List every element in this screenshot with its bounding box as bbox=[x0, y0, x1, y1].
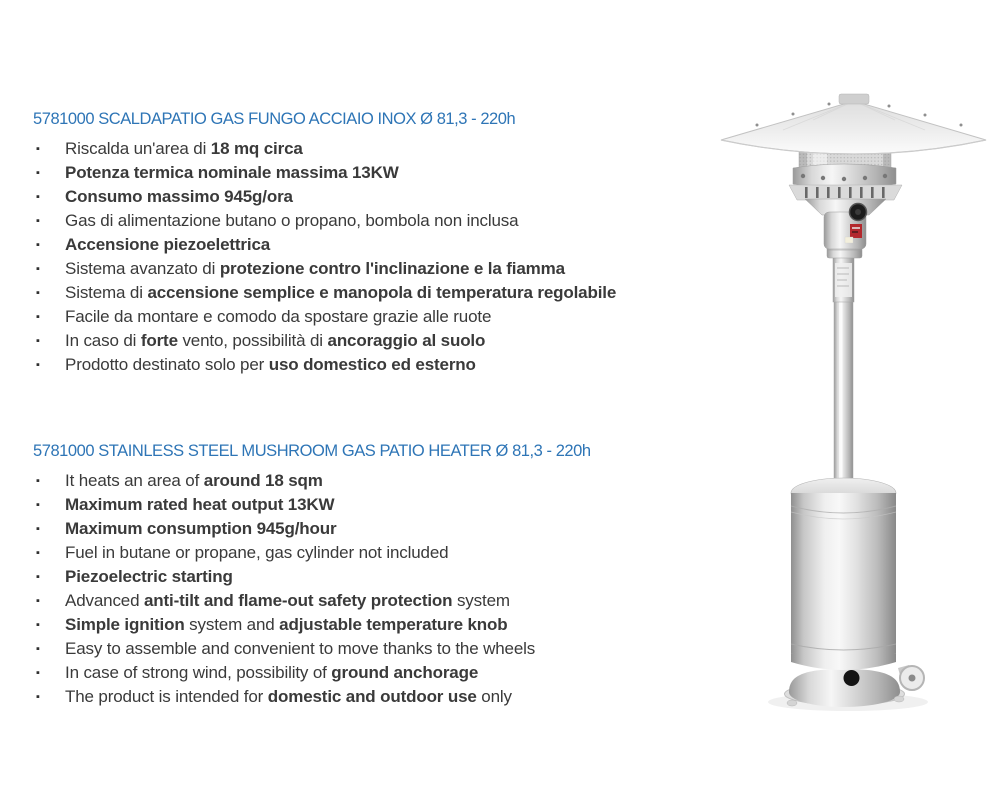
gas-tank-housing bbox=[791, 478, 896, 686]
list-item bbox=[33, 209, 695, 233]
list-item bbox=[33, 637, 695, 661]
bullet-icon: ▪ bbox=[36, 287, 40, 299]
list-item bbox=[33, 469, 695, 493]
text-segment: around 18 sqm bbox=[203, 471, 323, 490]
list-item bbox=[33, 589, 695, 613]
bullet-icon: ▪ bbox=[36, 523, 40, 535]
bullet-icon: ▪ bbox=[36, 547, 40, 559]
list-item bbox=[33, 305, 695, 329]
text-segment: protezione contro l'inclinazione e la fiamma bbox=[219, 259, 565, 278]
text-segment: Maximum rated heat output 13KW bbox=[65, 495, 335, 514]
list-item bbox=[33, 493, 695, 517]
list-item bbox=[33, 353, 695, 377]
text-segment: The product is intended for bbox=[65, 687, 268, 706]
text-segment: Advanced bbox=[65, 591, 144, 610]
text-segment: only bbox=[476, 687, 512, 706]
tank-vent-hole bbox=[844, 670, 860, 686]
bullet-icon: ▪ bbox=[36, 595, 40, 607]
text-segment: ground anchorage bbox=[331, 663, 479, 682]
bullet-icon: ▪ bbox=[36, 499, 40, 511]
reflector-cap bbox=[839, 94, 869, 104]
bullet-icon: ▪ bbox=[36, 143, 40, 155]
list-item bbox=[33, 565, 695, 589]
bullet-icon: ▪ bbox=[36, 475, 40, 487]
heading-english: 5781000 STAINLESS STEEL MUSHROOM GAS PATIO HEATER Ø 81,3 - 220h bbox=[33, 442, 591, 460]
list-item bbox=[33, 685, 695, 709]
list-item bbox=[33, 541, 695, 565]
foot-tab bbox=[894, 696, 904, 702]
patio-heater-illustration bbox=[693, 88, 993, 738]
text-segment: Facile da montare e comodo da spostare grazie alle ruote bbox=[65, 307, 492, 326]
list-item bbox=[33, 661, 695, 685]
text-segment: Consumo massimo 945g/ora bbox=[65, 187, 293, 206]
text-segment: 18 mq circa bbox=[210, 139, 303, 158]
list-item bbox=[33, 257, 695, 281]
text-segment: Potenza termica nominale massima 13KW bbox=[65, 163, 399, 182]
list-item bbox=[33, 613, 695, 637]
reflector bbox=[721, 94, 986, 154]
heading-italian: 5781000 SCALDAPATIO GAS FUNGO ACCIAIO INOX Ø 81,3 - 220h bbox=[33, 110, 516, 128]
list-item bbox=[33, 137, 695, 161]
bullet-icon: ▪ bbox=[36, 643, 40, 655]
text-segment: Riscalda un'area di bbox=[65, 139, 211, 158]
list-item bbox=[33, 233, 695, 257]
text-segment: Piezoelectric starting bbox=[65, 567, 233, 586]
list-item bbox=[33, 185, 695, 209]
bullet-list-english bbox=[33, 469, 695, 709]
text-segment: Gas di alimentazione butano o propano, bombola non inclusa bbox=[65, 211, 519, 230]
text-segment: anti-tilt and flame-out safety protection bbox=[144, 591, 453, 610]
text-segment: uso domestico ed esterno bbox=[268, 355, 476, 374]
pole bbox=[827, 242, 862, 488]
text-segment: domestic and outdoor use bbox=[267, 687, 477, 706]
list-item bbox=[33, 517, 695, 541]
text-segment: Prodotto destinato solo per bbox=[65, 355, 269, 374]
bullet-icon: ▪ bbox=[36, 263, 40, 275]
text-segment: adjustable temperature knob bbox=[279, 615, 508, 634]
section-english bbox=[33, 440, 695, 709]
bullet-icon: ▪ bbox=[36, 359, 40, 371]
list-item bbox=[33, 281, 695, 305]
text-segment: Fuel in butane or propane, gas cylinder not included bbox=[65, 543, 449, 562]
bullet-icon: ▪ bbox=[36, 667, 40, 679]
bullet-icon: ▪ bbox=[36, 619, 40, 631]
text-segment: Sistema di bbox=[65, 283, 148, 302]
text-segment: Easy to assemble and convenient to move thanks to the wheels bbox=[65, 639, 536, 658]
text-segment: In case of strong wind, possibility of bbox=[65, 663, 332, 682]
foot-tab bbox=[787, 700, 797, 706]
list-item bbox=[33, 329, 695, 353]
patio-heater-photo bbox=[693, 88, 993, 738]
bullet-icon: ▪ bbox=[36, 335, 40, 347]
text-segment: forte bbox=[140, 331, 178, 350]
text-segment: vento, possibilità di bbox=[177, 331, 328, 350]
text-segment: system and bbox=[184, 615, 280, 634]
bullet-icon: ▪ bbox=[36, 215, 40, 227]
bullet-icon: ▪ bbox=[36, 167, 40, 179]
text-segment: Accensione piezoelettrica bbox=[65, 235, 271, 254]
text-segment: system bbox=[452, 591, 510, 610]
bullet-icon: ▪ bbox=[36, 191, 40, 203]
text-segment: Simple ignition bbox=[65, 615, 185, 634]
list-item bbox=[33, 161, 695, 185]
text-segment: accensione semplice e manopola di temperatura regolabile bbox=[147, 283, 617, 302]
bullet-icon: ▪ bbox=[36, 571, 40, 583]
text-segment: ancoraggio al suolo bbox=[327, 331, 486, 350]
text-segment: Sistema avanzato di bbox=[65, 259, 220, 278]
section-italian bbox=[33, 108, 695, 377]
bullet-list-italian bbox=[33, 137, 695, 377]
bullet-icon: ▪ bbox=[36, 311, 40, 323]
wheel bbox=[898, 665, 924, 690]
bullet-icon: ▪ bbox=[36, 239, 40, 251]
text-segment: Maximum consumption 945g/hour bbox=[65, 519, 337, 538]
text-segment: In caso di bbox=[65, 331, 141, 350]
small-label bbox=[845, 237, 853, 243]
text-segment: It heats an area of bbox=[65, 471, 204, 490]
bullet-icon: ▪ bbox=[36, 691, 40, 703]
